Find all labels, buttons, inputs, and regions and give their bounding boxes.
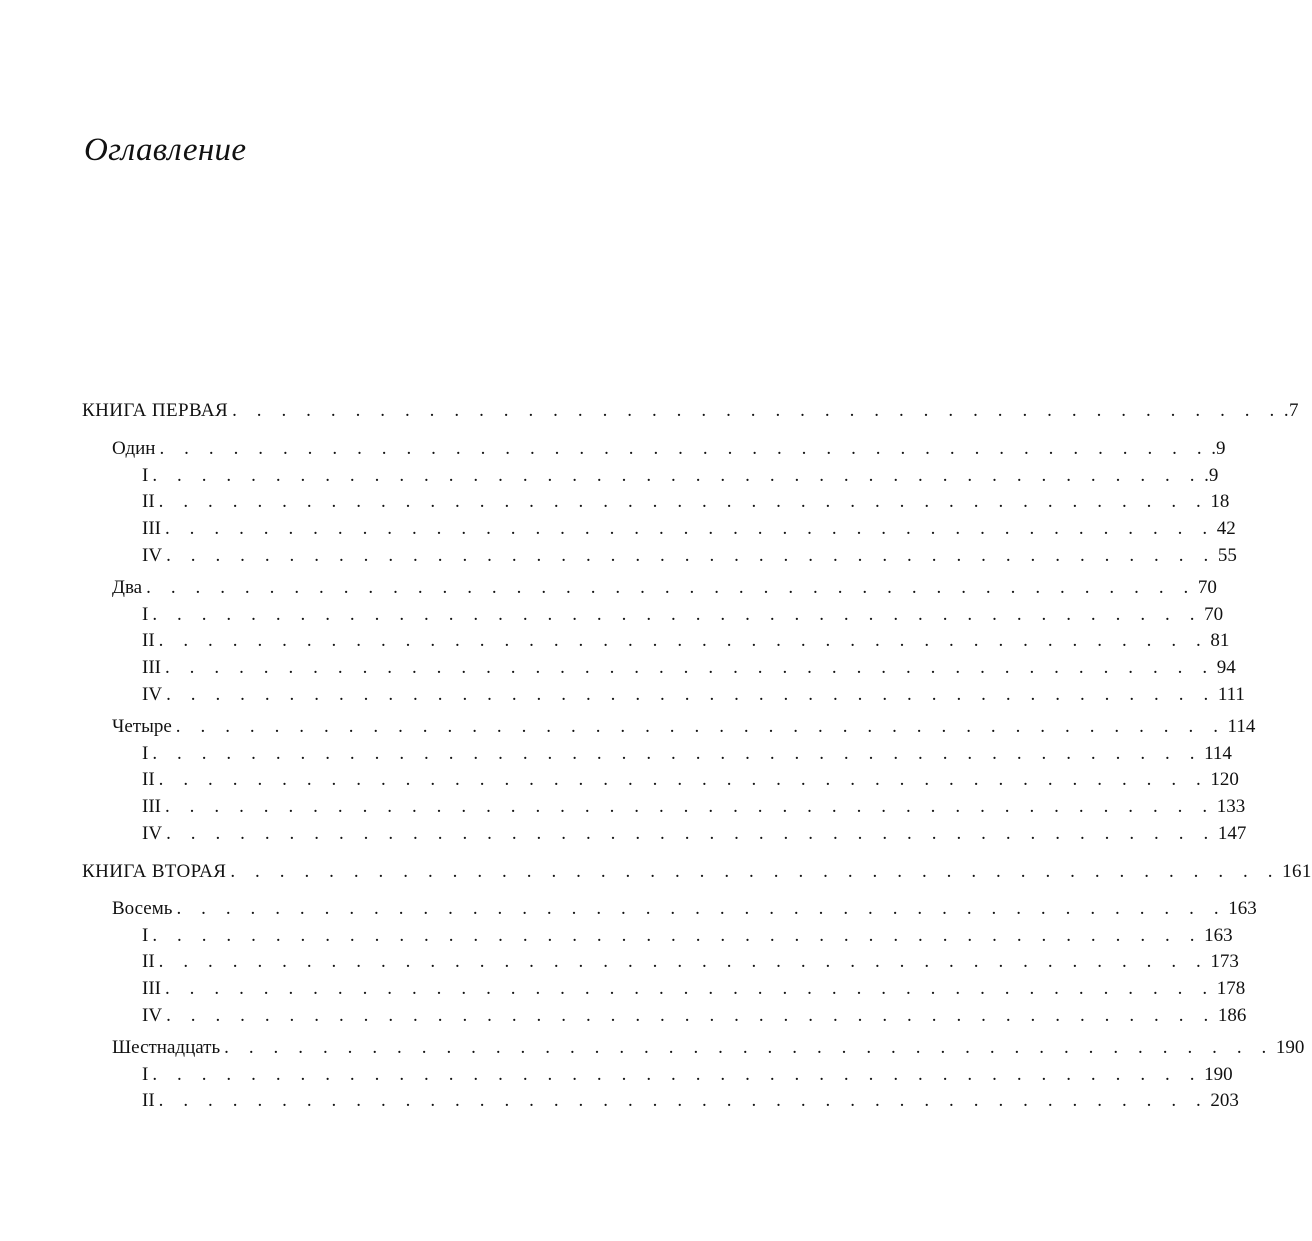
toc-entry-label: Один <box>112 438 156 459</box>
toc-section-entry[interactable] <box>142 923 1233 949</box>
toc-chapter-entry[interactable] <box>112 714 1256 740</box>
toc-section-entry[interactable] <box>142 628 1230 654</box>
toc-dot-leader: . . . . . . . . . . . . . . . . . . . . . . . . . . . . . . . . . . . . . . . . . . . <box>158 951 1209 972</box>
toc-section-entry[interactable] <box>142 655 1236 681</box>
toc-dot-leader: . . . . . . . . . . . . . . . . . . . . . . . . . . . . . . . . . . . . . . . . . . . <box>230 861 1281 882</box>
toc-section-entry[interactable] <box>142 1003 1247 1029</box>
toc-section-entry[interactable] <box>142 463 1219 489</box>
toc-page-number: 18 <box>1210 491 1230 512</box>
toc-entry-label: II <box>142 491 155 512</box>
toc-dot-leader: . . . . . . . . . . . . . . . . . . . . . . . . . . . . . . . . . . . . . . . . . . . <box>158 630 1209 651</box>
toc-section-entry[interactable] <box>142 976 1246 1002</box>
toc-section-entry[interactable] <box>142 516 1236 542</box>
toc-dot-leader: . . . . . . . . . . . . . . . . . . . . . . . . . . . . . . . . . . . . . . . . . . . <box>166 1005 1216 1026</box>
toc-page-number: 186 <box>1217 1005 1247 1026</box>
toc-entry-label: II <box>142 951 155 972</box>
toc-section-entry[interactable] <box>142 794 1246 820</box>
toc-entry-label: III <box>142 657 161 678</box>
toc-entry-label: I <box>142 1064 149 1085</box>
toc-page-number: 70 <box>1204 604 1224 625</box>
toc-dot-leader: . . . . . . . . . . . . . . . . . . . . . . . . . . . . . . . . . . . . . . . . . . . <box>175 716 1226 737</box>
toc-dot-leader: . . . . . . . . . . . . . . . . . . . . . . . . . . . . . . . . . . . . . . . . . . . <box>164 657 1215 678</box>
toc-section-entry[interactable] <box>142 682 1245 708</box>
toc-page-number: 111 <box>1217 684 1245 705</box>
toc-page-number: 42 <box>1216 518 1236 539</box>
toc-page-number: 203 <box>1210 1090 1239 1111</box>
toc-entry-label: I <box>142 925 149 946</box>
toc-book-entry[interactable] <box>82 859 1312 885</box>
toc-page-number: 163 <box>1204 925 1233 946</box>
toc-page-number: 147 <box>1217 823 1247 844</box>
toc-entry-label: IV <box>142 1005 163 1026</box>
toc-section-entry[interactable] <box>142 767 1239 793</box>
toc-entry-label: IV <box>142 823 163 844</box>
toc-chapter-entry[interactable] <box>112 896 1257 922</box>
toc-page-number: 163 <box>1228 898 1257 919</box>
toc-page-number: 190 <box>1204 1064 1233 1085</box>
toc-entry-label: IV <box>142 684 163 705</box>
page-title: Оглавление <box>84 132 247 168</box>
toc-entry-label: II <box>142 630 155 651</box>
toc-dot-leader: . . . . . . . . . . . . . . . . . . . . . . . . . . . . . . . . . . . . . . . . . . . <box>158 769 1209 790</box>
toc-section-entry[interactable] <box>142 1088 1239 1114</box>
toc-page-number: 70 <box>1197 577 1217 598</box>
toc-page-number: 190 <box>1275 1037 1305 1058</box>
toc-entry-label: II <box>142 1090 155 1111</box>
toc-page-number: 114 <box>1204 743 1232 764</box>
toc-chapter-entry[interactable] <box>112 436 1226 462</box>
toc-entry-label: КНИГА ПЕРВАЯ <box>82 400 229 421</box>
toc-section-entry[interactable] <box>142 489 1230 515</box>
toc-entry-label: III <box>142 518 161 539</box>
toc-entry-label: Шестнадцать <box>112 1037 221 1058</box>
toc-section-entry[interactable] <box>142 543 1237 569</box>
toc-book-entry[interactable] <box>82 398 1299 424</box>
toc-dot-leader: . . . . . . . . . . . . . . . . . . . . . . . . . . . . . . . . . . . . . . . . . . . <box>146 577 1196 598</box>
toc-section-entry[interactable] <box>142 1062 1233 1088</box>
toc-chapter-entry[interactable] <box>112 1035 1305 1061</box>
toc-dot-leader: . . . . . . . . . . . . . . . . . . . . . . . . . . . . . . . . . . . . . . . . . . . <box>152 743 1203 764</box>
toc-entry-label: Два <box>112 577 143 598</box>
toc-chapter-entry[interactable] <box>112 575 1217 601</box>
toc-entry-label: IV <box>142 545 163 566</box>
toc-entry-label: КНИГА ВТОРАЯ <box>82 861 227 882</box>
toc-dot-leader: . . . . . . . . . . . . . . . . . . . . . . . . . . . . . . . . . . . . . . . . . . . <box>176 898 1227 919</box>
toc-page-number: 133 <box>1216 796 1246 817</box>
toc-section-entry[interactable] <box>142 602 1224 628</box>
toc-entry-label: III <box>142 796 161 817</box>
toc-entry-label: II <box>142 769 155 790</box>
toc-dot-leader: . . . . . . . . . . . . . . . . . . . . . . . . . . . . . . . . . . . . . . . . . . . <box>164 518 1215 539</box>
toc-section-entry[interactable] <box>142 949 1239 975</box>
toc-dot-leader: . . . . . . . . . . . . . . . . . . . . . . . . . . . . . . . . . . . . . . . . . . . <box>224 1037 1274 1058</box>
toc-page-number: .9 <box>1204 465 1219 486</box>
toc-dot-leader: . . . . . . . . . . . . . . . . . . . . . . . . . . . . . . . . . . . . . . . . . . . <box>166 545 1216 566</box>
toc-page-number: 55 <box>1217 545 1237 566</box>
toc-dot-leader: . . . . . . . . . . . . . . . . . . . . . . . . . . . . . . . . . . . . . . . . . . . <box>158 1090 1209 1111</box>
toc-section-entry[interactable] <box>142 821 1247 847</box>
toc-entry-label: I <box>142 743 149 764</box>
toc-dot-leader: . . . . . . . . . . . . . . . . . . . . . . . . . . . . . . . . . . . . . . . . . . . <box>164 978 1215 999</box>
toc-dot-leader: . . . . . . . . . . . . . . . . . . . . . . . . . . . . . . . . . . . . . . . . . . . <box>152 1064 1203 1085</box>
toc-entry-label: Четыре <box>112 716 172 737</box>
toc-page-number: 81 <box>1210 630 1230 651</box>
toc-entry-label: I <box>142 604 149 625</box>
toc-page-number: 114 <box>1227 716 1256 737</box>
toc-dot-leader: . . . . . . . . . . . . . . . . . . . . . . . . . . . . . . . . . . . . . . . . . . . <box>152 604 1203 625</box>
toc-dot-leader: . . . . . . . . . . . . . . . . . . . . . . . . . . . . . . . . . . . . . . . . . . . <box>159 438 1210 459</box>
toc-section-entry[interactable] <box>142 741 1232 767</box>
toc-entry-label: III <box>142 978 161 999</box>
toc-entry-label: I <box>142 465 149 486</box>
toc-page-number: 120 <box>1210 769 1239 790</box>
toc-page-number: 173 <box>1210 951 1239 972</box>
toc-dot-leader: . . . . . . . . . . . . . . . . . . . . . . . . . . . . . . . . . . . . . . . . . . . <box>166 684 1216 705</box>
toc-page-number: .7 <box>1283 400 1299 421</box>
toc-dot-leader: . . . . . . . . . . . . . . . . . . . . . . . . . . . . . . . . . . . . . . . . . . . <box>164 796 1215 817</box>
toc-page-number: 178 <box>1216 978 1246 999</box>
toc-page-number: 161 <box>1282 861 1312 882</box>
toc-dot-leader: . . . . . . . . . . . . . . . . . . . . . . . . . . . . . . . . . . . . . . . . . . . <box>166 823 1216 844</box>
toc-dot-leader: . . . . . . . . . . . . . . . . . . . . . . . . . . . . . . . . . . . . . . . . . . . <box>152 925 1203 946</box>
toc-dot-leader: . . . . . . . . . . . . . . . . . . . . . . . . . . . . . . . . . . . . . . . . . . . <box>158 491 1209 512</box>
toc-page-number: 94 <box>1216 657 1236 678</box>
toc-dot-leader: . . . . . . . . . . . . . . . . . . . . . . . . . . . . . . . . . . . . . . . . . . . <box>232 400 1282 421</box>
toc-entry-label: Восемь <box>112 898 173 919</box>
toc-dot-leader: . . . . . . . . . . . . . . . . . . . . . . . . . . . . . . . . . . . . . . . . . . . <box>152 465 1203 486</box>
toc-page-number: .9 <box>1211 438 1226 459</box>
